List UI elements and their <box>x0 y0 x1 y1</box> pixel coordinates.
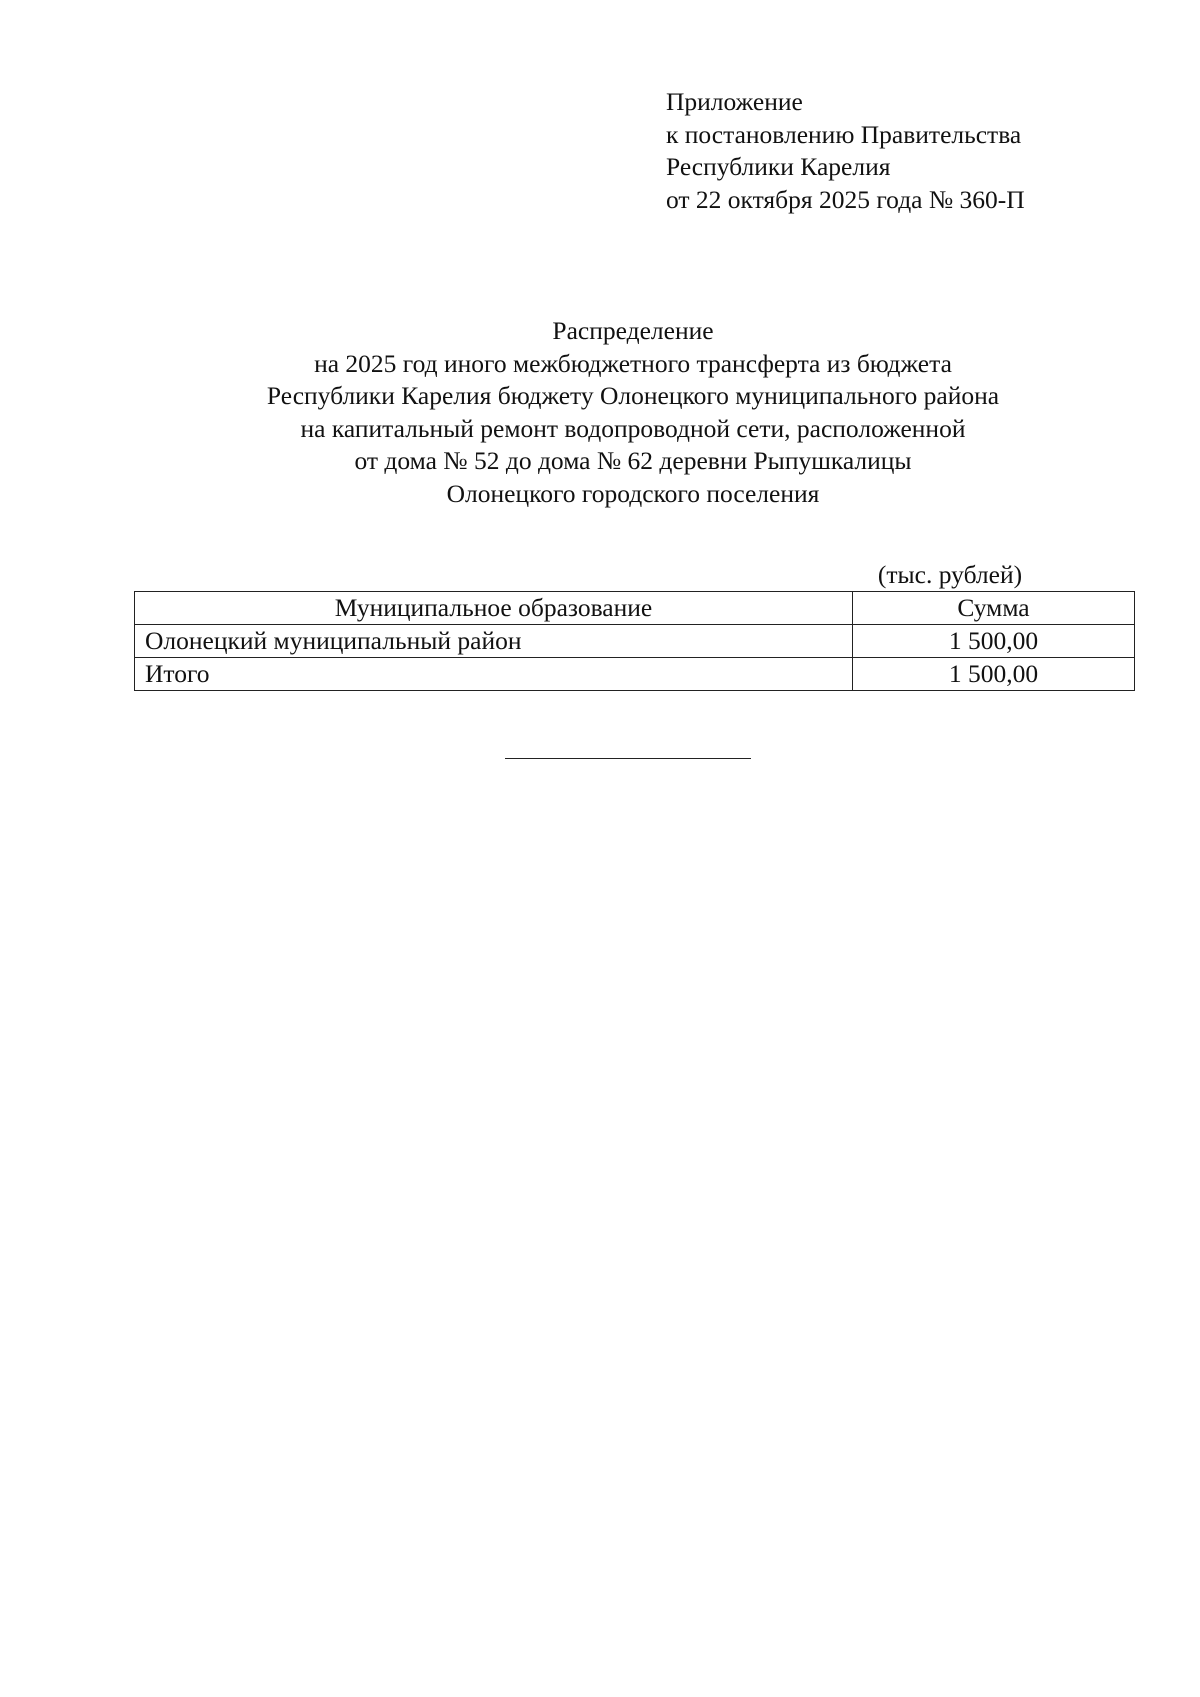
units-note: (тыс. рублей) <box>877 560 1023 589</box>
column-header-amount: Сумма <box>853 592 1135 625</box>
cell-total-label: Итого <box>135 658 853 691</box>
table-header-row <box>135 592 1135 625</box>
cell-municipality: Олонецкий муниципальный район <box>135 625 853 658</box>
appendix-line: Приложение <box>666 87 803 116</box>
title-line: Республики Карелия бюджету Олонецкого муниципального района <box>266 381 1000 410</box>
title-line: Олонецкого городского поселения <box>446 478 820 508</box>
appendix-line: к постановлению Правительства <box>666 119 1022 149</box>
table-row-total <box>135 658 1135 691</box>
table-row <box>135 625 1135 658</box>
distribution-table <box>134 591 1135 691</box>
appendix-line: Республики Карелия <box>666 152 891 181</box>
appendix-line: от 22 октября 2025 года № 360-П <box>666 184 1025 214</box>
cell-total-amount: 1 500,00 <box>853 658 1135 691</box>
title-line: от дома № 52 до дома № 62 деревни Рыпушкалицы <box>354 446 912 475</box>
document-title <box>133 315 1133 510</box>
closing-rule <box>505 758 751 759</box>
title-line: Распределение <box>552 316 714 345</box>
cell-amount: 1 500,00 <box>853 625 1135 658</box>
title-line: на 2025 год иного межбюджетного трансферта из бюджета <box>314 348 952 378</box>
title-line: на капитальный ремонт водопроводной сети, расположенной <box>300 413 966 443</box>
appendix-block <box>666 86 1025 216</box>
column-header-municipality: Муниципальное образование <box>135 592 853 625</box>
